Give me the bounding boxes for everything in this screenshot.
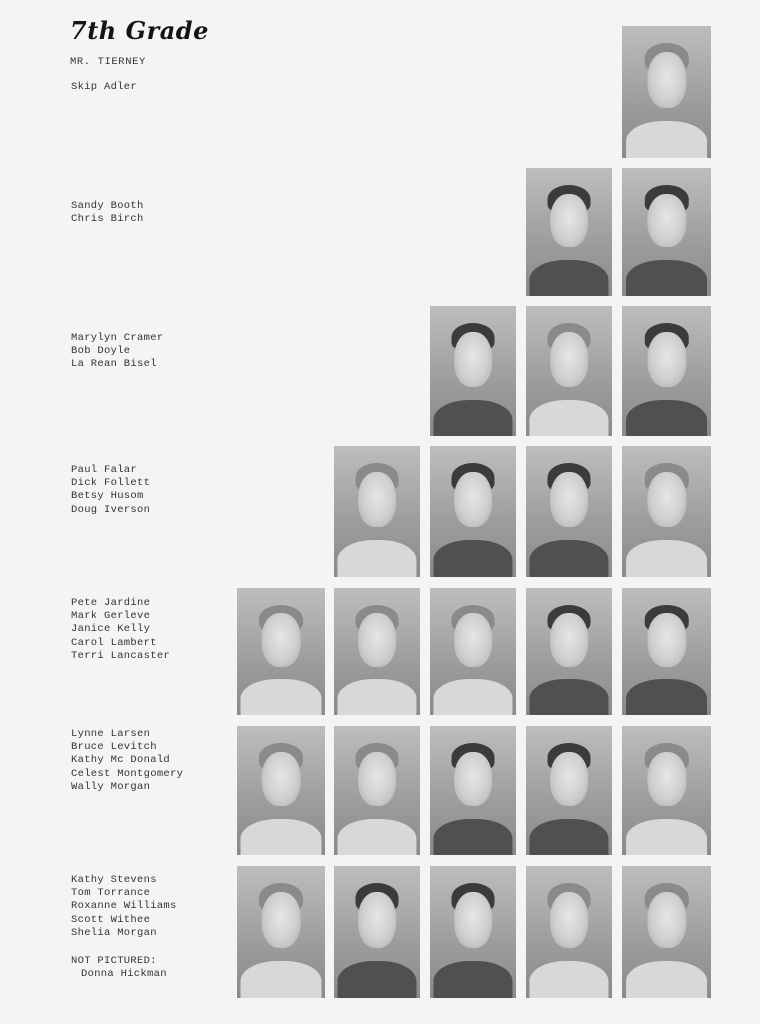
row-names — [71, 874, 177, 940]
student-photo — [526, 306, 612, 436]
student-photo — [622, 588, 711, 715]
student-name: Pete Jardine — [71, 597, 151, 609]
student-photo — [237, 866, 325, 998]
student-photo — [334, 446, 420, 577]
student-name: Roxanne Williams — [71, 900, 177, 913]
not-pictured-section — [71, 955, 167, 981]
student-photo — [526, 168, 612, 296]
student-photo — [334, 588, 420, 715]
student-name: Doug Iverson — [71, 503, 151, 516]
student-photo — [622, 168, 711, 296]
student-name: Donna Hickman — [81, 968, 167, 981]
student-name: Scott Withee — [71, 913, 151, 926]
student-photo — [430, 588, 516, 715]
student-name: Lynne Larsen — [71, 728, 151, 740]
student-name: Mark Gerleve — [71, 610, 151, 623]
student-photo — [237, 588, 325, 715]
row-names — [71, 332, 163, 372]
row-names — [71, 464, 150, 517]
student-name: Marylyn Cramer — [71, 332, 164, 344]
student-name: Celest Montgomery — [71, 767, 184, 780]
not-pictured-label: NOT PICTURED: — [71, 955, 157, 967]
student-photo — [622, 726, 711, 855]
student-name: Sandy Booth — [71, 200, 144, 212]
row-names — [71, 200, 144, 226]
student-photo — [526, 866, 612, 998]
student-photo — [622, 866, 711, 998]
student-photo — [622, 26, 711, 158]
student-photo — [622, 306, 711, 436]
teacher-name: MR. TIERNEY — [70, 56, 146, 68]
student-photo — [526, 588, 612, 715]
student-name: Shelia Morgan — [71, 926, 157, 939]
student-name: Dick Follett — [71, 477, 151, 490]
student-name: Wally Morgan — [71, 780, 151, 793]
student-name: La Rean Bisel — [71, 358, 157, 371]
student-name: Kathy Mc Donald — [71, 754, 171, 767]
student-name: Janice Kelly — [71, 623, 151, 636]
row-names — [71, 81, 137, 94]
student-photo — [430, 726, 516, 855]
page-title: 7th Grade — [70, 16, 209, 45]
student-photo — [334, 866, 420, 998]
student-name: Skip Adler — [71, 81, 138, 93]
student-name: Betsy Husom — [71, 490, 144, 503]
student-photo — [237, 726, 325, 855]
row-names — [71, 728, 183, 794]
student-photo — [430, 306, 516, 436]
student-photo — [526, 726, 612, 855]
student-name: Carol Lambert — [71, 636, 157, 649]
student-name: Bob Doyle — [71, 345, 131, 358]
student-photo — [334, 726, 420, 855]
row-names — [71, 597, 170, 663]
student-name: Chris Birch — [71, 213, 144, 226]
student-photo — [622, 446, 711, 577]
student-name: Terri Lancaster — [71, 649, 171, 662]
student-photo — [526, 446, 612, 577]
student-name: Tom Torrance — [71, 887, 151, 900]
student-name: Bruce Levitch — [71, 741, 157, 754]
student-photo — [430, 866, 516, 998]
student-name: Kathy Stevens — [71, 874, 157, 886]
student-name: Paul Falar — [71, 464, 138, 476]
student-photo — [430, 446, 516, 577]
